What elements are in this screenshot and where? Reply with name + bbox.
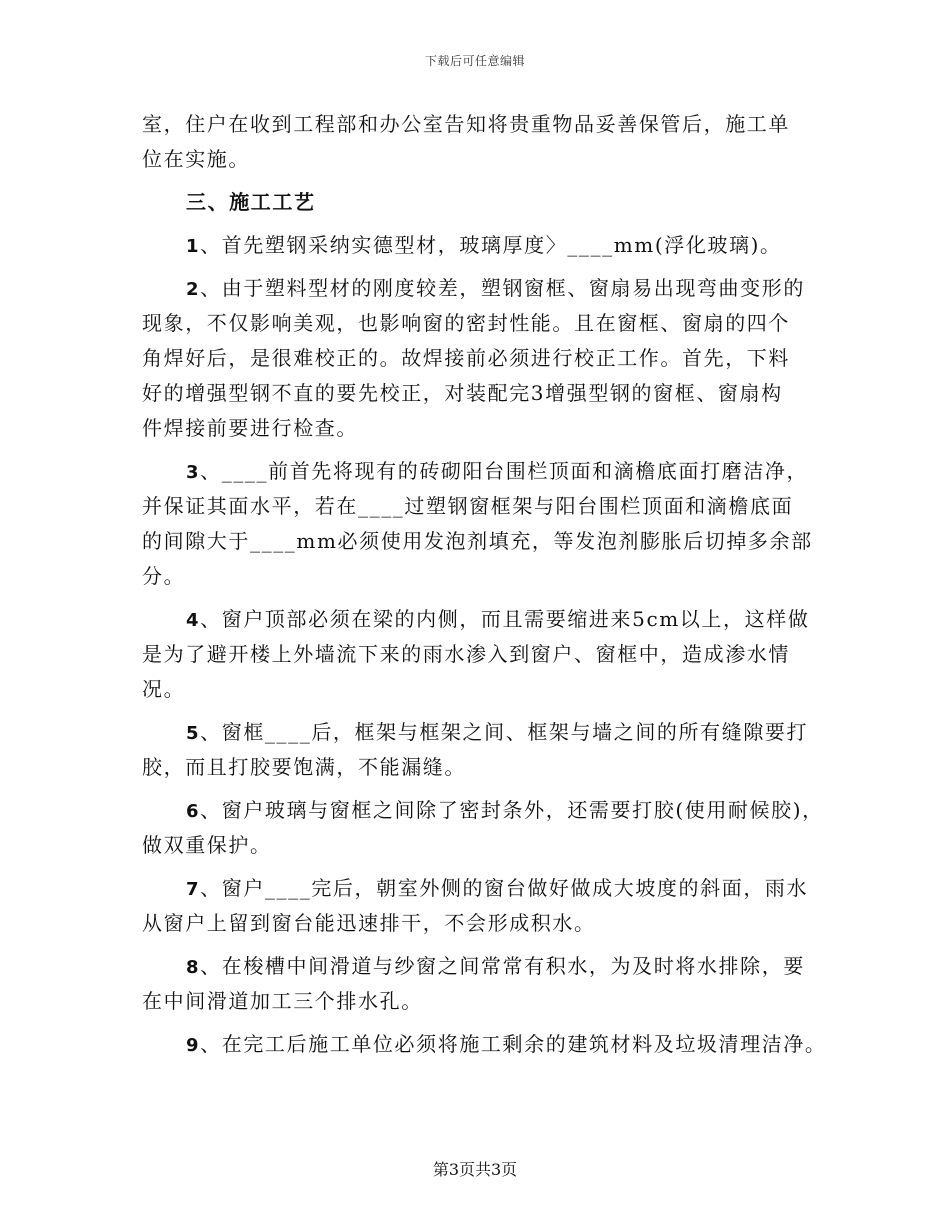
- procedure-item-first-line: [142, 715, 822, 750]
- item-text: 做双重保护。: [142, 833, 272, 857]
- item-text: 况。: [142, 677, 186, 701]
- document-body: [142, 107, 827, 1062]
- procedure-item-line: [142, 376, 822, 411]
- page-header: 下载后可任意编辑: [424, 54, 525, 68]
- procedure-item-first-line: [142, 1027, 827, 1062]
- procedure-item-first-line: [142, 793, 822, 828]
- procedure-item-line: [142, 524, 822, 559]
- intro-line-2: 位在实施。: [142, 147, 250, 171]
- item-text: 、____前首先将现有的砖砌阳台围栏顶面和滴檐底面打磨洁净，: [200, 459, 809, 483]
- item-text: 是为了避开楼上外墙流下来的雨水渗入到窗户、窗框中，造成渗水情: [142, 642, 790, 666]
- procedure-item-line: [142, 672, 822, 707]
- item-text: 、窗户玻璃与窗框之间除了密封条外，还需要打胶(使用耐候胶)，: [200, 798, 824, 822]
- procedure-item-first-line: [142, 271, 822, 306]
- item-number: 6: [186, 801, 201, 822]
- procedure-item-first-line: [142, 871, 822, 906]
- item-number: 5: [186, 723, 201, 744]
- item-text: 、由于塑料型材的刚度较差，塑钢窗框、窗扇易出现弯曲变形的: [200, 276, 805, 300]
- procedure-item-line: [142, 828, 822, 863]
- item-number: 9: [186, 1035, 201, 1056]
- procedure-item: [142, 1027, 827, 1062]
- item-text: 分。: [142, 564, 186, 588]
- procedure-item-first-line: [142, 454, 822, 489]
- procedure-item: [142, 871, 822, 941]
- item-text: 角焊好后，是很难校正的。故焊接前必须进行校正工作。首先，下料: [142, 346, 790, 370]
- procedure-item-line: [142, 341, 822, 376]
- procedure-item-line: [142, 637, 822, 672]
- item-text: 、窗框____后，框架与框架之间、框架与墙之间的所有缝隙要打: [200, 720, 809, 744]
- item-text: 好的增强型钢不直的要先校正，对装配完3增强型钢的窗框、窗扇构: [142, 381, 783, 405]
- procedure-item-line: [142, 306, 822, 341]
- procedure-item-first-line: [142, 228, 822, 263]
- procedure-item: [142, 793, 822, 863]
- item-text: 的间隙大于____mm必须使用发泡剂填充，等发泡剂膨胀后切掉多余部: [142, 529, 813, 553]
- item-text: 、在完工后施工单位必须将施工剩余的建筑材料及垃圾清理洁净。: [200, 1032, 827, 1056]
- item-text: 、在梭槽中间滑道与纱窗之间常常有积水，为及时将水排除，要: [200, 954, 805, 978]
- item-number: 8: [186, 957, 201, 978]
- item-number: 3: [186, 462, 201, 483]
- procedure-item-line: [142, 750, 822, 785]
- procedure-item: [142, 454, 822, 594]
- item-number: 2: [186, 279, 201, 300]
- procedure-item-first-line: [142, 949, 822, 984]
- item-text: 在中间滑道加工三个排水孔。: [142, 989, 423, 1013]
- item-text: 、窗户____完后，朝室外侧的窗台做好做成大坡度的斜面，雨水: [200, 876, 809, 900]
- intro-line-1: 室，住户在收到工程部和办公室告知将贵重物品妥善保管后，施工单: [142, 112, 790, 136]
- item-text: 、窗户顶部必须在梁的内侧，而且需要缩进来5cm以上，这样做: [200, 607, 810, 631]
- procedure-item-line: [142, 984, 822, 1019]
- item-text: 件焊接前要进行检查。: [142, 416, 358, 440]
- procedure-item-line: [142, 559, 822, 594]
- item-text: 从窗户上留到窗台能迅速排干，不会形成积水。: [142, 911, 596, 935]
- procedure-item-line: [142, 489, 822, 524]
- procedure-item: [142, 602, 822, 707]
- section-title: 三、施工工艺: [186, 190, 316, 214]
- item-number: 1: [186, 236, 201, 257]
- procedure-item: [142, 228, 822, 263]
- item-text: 并保证其面水平，若在____过塑钢窗框架与阳台围栏顶面和滴檐底面: [142, 494, 794, 518]
- item-text: 现象，不仅影响美观，也影响窗的密封性能。且在窗框、窗扇的四个: [142, 311, 790, 335]
- procedure-list: [142, 228, 827, 1062]
- item-number: 4: [186, 610, 201, 631]
- item-number: 7: [186, 879, 201, 900]
- item-text: 胶，而且打胶要饱满，不能漏缝。: [142, 755, 466, 779]
- procedure-item: [142, 715, 822, 785]
- procedure-item: [142, 949, 822, 1019]
- procedure-item-line: [142, 906, 822, 941]
- procedure-item-first-line: [142, 602, 822, 637]
- procedure-item: [142, 271, 822, 446]
- item-text: 、首先塑钢采纳实德型材，玻璃厚度〉____mm(浮化玻璃)。: [200, 233, 782, 257]
- procedure-item-line: [142, 411, 822, 446]
- page-footer: 第3页共3页: [432, 1160, 518, 1179]
